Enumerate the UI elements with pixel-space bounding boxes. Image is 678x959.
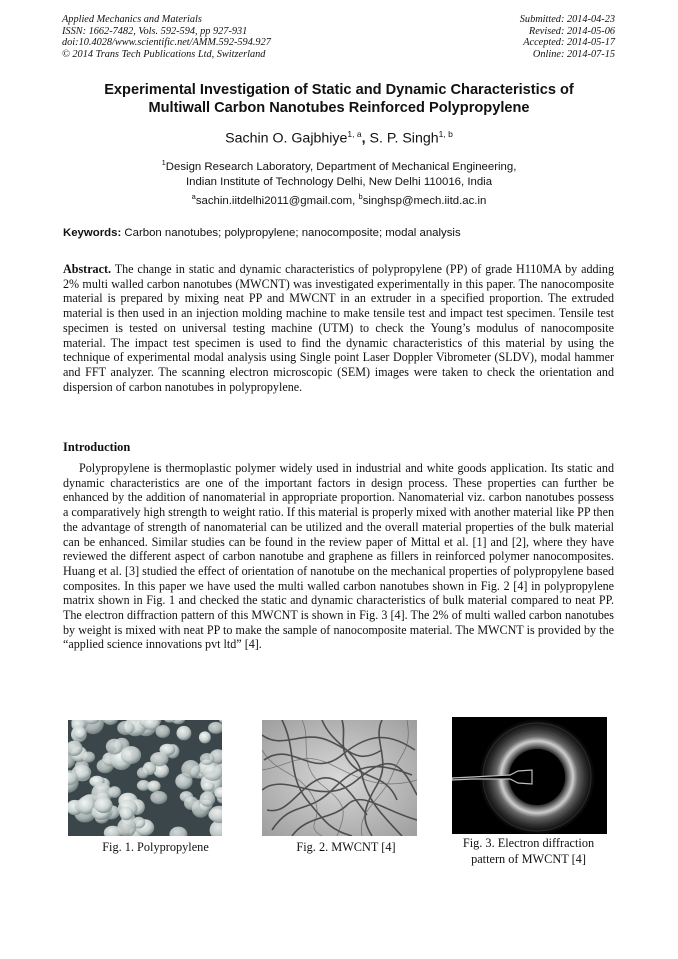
diffraction-illustration	[452, 717, 607, 834]
pellet	[120, 807, 134, 821]
date-online: Online: 2014-07-15	[532, 48, 615, 60]
figure-3-caption-line-2: pattern of MWCNT [4]	[471, 851, 586, 866]
pellet	[94, 797, 112, 813]
pellet	[137, 767, 149, 778]
figure-diffraction-image	[452, 717, 607, 834]
author-emails	[40, 192, 638, 207]
pellet	[199, 731, 211, 743]
journal-name: Applied Mechanics and Materials	[62, 14, 202, 25]
publication-dates	[520, 14, 615, 60]
affiliation	[40, 155, 638, 190]
author-2-name: S. P. Singh	[369, 130, 439, 147]
keywords	[63, 227, 615, 239]
pellet	[202, 781, 215, 791]
affiliation-line-1: Design Research Laboratory, Department of Mechanical Engineering,	[165, 160, 517, 173]
figure-3-caption-line-1: Fig. 3. Electron diffraction	[462, 836, 595, 850]
pellet	[150, 791, 167, 804]
abstract-label: Abstract.	[63, 262, 112, 276]
figure-1-caption: Fig. 1. Polypropylene	[102, 840, 209, 854]
paper-title	[40, 82, 638, 117]
figure-2-caption: Fig. 2. MWCNT [4]	[296, 840, 396, 854]
keywords-text: Carbon nanotubes; polypropylene; nanocomposite; modal analysis	[121, 227, 461, 239]
pellet	[121, 746, 141, 764]
pellet	[156, 725, 171, 738]
title-line-1: Experimental Investigation of Static and Dynamic Characteristics of	[104, 82, 574, 98]
journal-copyright: © 2014 Trans Tech Publications Ltd, Switzerland	[62, 48, 266, 60]
title-line-2: Multiwall Carbon Nanotubes Reinforced Polypropylene	[148, 99, 530, 116]
author-1-name: Sachin O. Gajbhiye	[225, 130, 348, 147]
pellet	[150, 752, 168, 766]
keywords-label: Keywords:	[63, 227, 122, 239]
pellet	[106, 739, 123, 755]
pellet	[200, 753, 214, 765]
date-submitted: Submitted: 2014-04-23	[519, 14, 615, 25]
figure-polypropylene-image	[68, 720, 222, 836]
email-separator: ,	[352, 194, 359, 207]
journal-issn: ISSN: 1662-7482, Vols. 592-594, pp 927-931	[62, 25, 248, 37]
abstract	[63, 262, 614, 394]
pellet	[200, 791, 216, 806]
date-revised: Revised: 2014-05-06	[528, 25, 615, 37]
pellets-illustration	[68, 720, 222, 836]
section-heading-introduction: Introduction	[63, 440, 131, 454]
nanotube-illustration	[262, 720, 417, 836]
email-b: singhsp@mech.iitd.ac.in	[362, 194, 487, 207]
pellet	[82, 752, 95, 763]
pellet	[147, 781, 160, 792]
pellet	[108, 786, 121, 798]
pellet	[177, 726, 192, 740]
author-2-sup: 1, b	[438, 129, 453, 139]
journal-doi: doi:10.4028/www.scientific.net/AMM.592-594.927	[62, 37, 271, 49]
pellet	[74, 727, 86, 739]
email-a: sachin.iitdelhi2011@gmail.com	[195, 194, 353, 207]
date-accepted: Accepted: 2014-05-17	[523, 37, 615, 49]
figure-mwcnt-image	[262, 720, 417, 836]
author-1-sup: 1, a	[347, 129, 362, 139]
abstract-text: The change in static and dynamic characteristics of polypropylene (PP) of grade H110MA by adding 2% multi walled carbon nanotubes (MWCNT) was investigated experimentally in this paper. The nanocomposite material is prepared by mixing neat PP and MWCNT in an extruder in a specified proportion. The extruded material is then used in an injection molding machine to make tensile test and impact test specimen. Tensile test specimen is tested on universal testing machine (UTM) to check the Young’s modulus of nanocomposite material. The impact test specimen is used to find the dynamic characteristics of this material by using the technique of experimental modal analysis using Single point Laser Doppler Vibrometer (SLDV), modal hammer and FFT analyzer. The scanning electron microscopic (SEM) images were taken to check the orientation and dispersion of carbon nanotubes in polypropylene.	[63, 262, 614, 394]
pellet	[181, 760, 200, 779]
author-separator: ,	[361, 130, 370, 147]
figure-3-caption	[430, 836, 627, 867]
author-list	[40, 129, 638, 147]
email-b-sup: b	[358, 192, 363, 201]
journal-info	[62, 14, 271, 60]
pellet	[117, 721, 134, 735]
email-a-sup: a	[191, 192, 196, 201]
affiliation-line-2: Indian Institute of Technology Delhi, New Delhi 110016, India	[185, 175, 493, 188]
introduction-paragraph: Polypropylene is thermoplastic polymer widely used in industrial and white goods application. Its static and dynamic characteristics are one of the important factors in design process. These properties can further be enhanced by the addition of nanomaterial in appropriate proportion. Nanomaterial viz. carbon nanotubes possess a comparatively high strength to weight ratio. If this material is properly mixed with another material like PP then the advantage of strength of nanomaterial can be utilized and the overall material properties of the bulk material can be enhanced. Similar studies can be found in the review paper of Mittal et al. [1] and [2], where they have reviewed the different aspect of carbon nanotube and graphene as fillers in reinforced polymer nanocomposites. Huang et al. [3] studied the effect of orientation of nanotube on the mechanical properties of polypropylene based composites. In this paper we have used the multi walled carbon nanotubes shown in Fig. 2 [4] in polypropylene matrix shown in Fig. 1 and checked the static and dynamic characteristics of bulk material compared to neat PP. The electron diffraction pattern of this MWCNT is shown in Fig. 3 [4]. The 2% of multi walled carbon nanotubes by weight is mixed with neat PP to make the sample of nanocomposite material. The MWCNT is provided by the “applied science innovations pvt ltd” [4].	[63, 461, 614, 652]
affiliation-sup: 1	[161, 158, 166, 167]
